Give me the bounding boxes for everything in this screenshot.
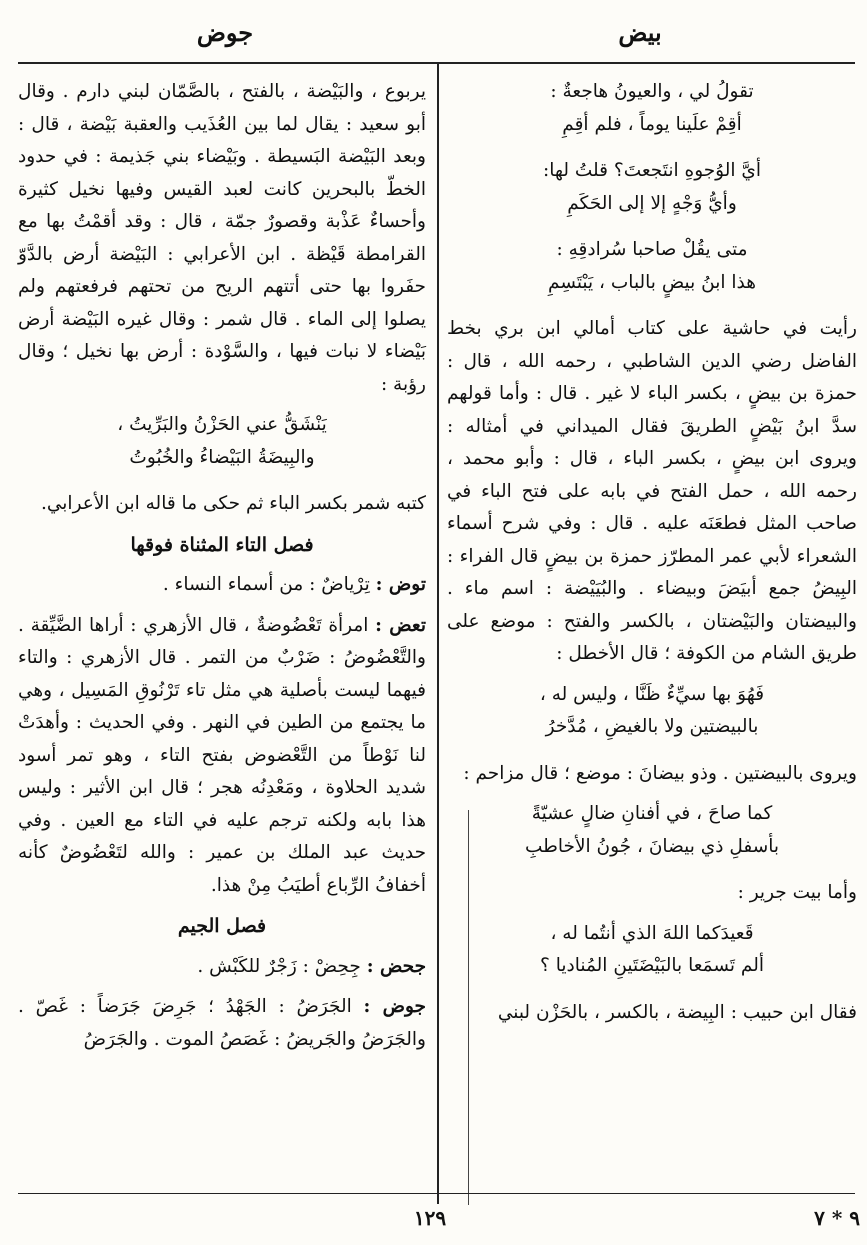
paragraph: كتبه شمر بكسر الباء ثم حكى ما قاله ابن الأعرابي. [40,493,426,514]
verse-block [447,679,857,744]
paragraph: يربوع ، والبَيْضة ، بالفتح ، بالصَّمّان لبني دارم . وقال أبو سعيد : يقال لما بين العُذَيب والعقبة بَيْضة ، قال : وبعد البَيْضة البَسيطة . وبَيْضاء بني جَذيمة : في حدود الخطّ بالبحرين كانت لعبد القيس وفيها نخيل كثيرة وأحساءٌ عَذْبة وقصورٌ جمّة ، قال : وقد أقمْتُ بها مع القرامطة قَيْظة . ابن الأعرابي : البَيْضة أرض بالدَّوّ حفَروا بها حتى أتتهم الريح من تحتهم فرفعتهم ولم يصلوا إلى الماء . قال شمر : وقال غيره البَيْضة أرض بَيْضاء لا نبات فيها ، والسَّوْدة : أرض بها نخيل ؛ وقال رؤبة : [18,81,426,395]
running-header-right: بيض [618,18,662,47]
entry-text: امرأة تَعْضُوضةٌ ، قال الأزهري : أراها الضَّيِّقة . والتَّعْضُوضُ : ضَرْبٌ من التمر . قال الأزهري : والتاء فيهما ليست بأصلية هي مثل تاء تَرْنُوقِ المَسِيل ، وهي ما يجتمع من الطين في النهر . وفي الحديث : وأهدَتْ لنا نَوْطاً من التَّعْضوض بفتح التاء ، وهو تمر أسود شديد الحلاوة ، ومَعْدِنُه هجر ؛ قال ابن الأثير : وليس هذا بابه ولكنه ترجم عليه في التاء مع العين . وفي حديث عبد الملك بن عمير : والله لتَعْضُوضٌ كأنه أخفافُ الرِّباع أطيَبُ مِنْ هذا. [18,614,426,896]
dictionary-entry [18,569,426,602]
entry-headword: توض : [375,574,426,595]
entry-text: جِحِضْ : زَجْرٌ للكَبْش . [197,955,361,977]
entry-headword: جحض : [366,955,426,977]
paragraph: فقال ابن حبيب : البِيضة ، بالكسر ، بالحَزْن لبني [497,1001,857,1023]
verse-line: والبِيضَةُ البَيْضاءُ والخُبُوتُ [129,446,315,468]
verse-block [447,76,857,141]
bottom-rule [18,1193,855,1194]
dictionary-entry [18,991,426,1056]
paragraph: ويروى بالبيضتين . وذو بيضانَ : موضع ؛ قال مزاحم : [463,762,857,784]
column-separator [437,64,439,1204]
entry-text: الجَرَضُ : الجَهْدُ ؛ جَرِضَ جَرَضاً : غَصّ . والجَرَضُ والجَريضُ : غَصَصُ الموت . والجَرَضُ [18,996,426,1050]
verse-block [447,798,857,863]
verse-block [447,918,857,983]
verse-line: تقولُ لي ، والعيونُ هاجعةٌ : [550,81,754,102]
verse-line: أيَّ الوُجوهِ انتَجعتَ؟ قلتُ لها: [542,160,762,181]
signature-mark: ٩ * ٧ [814,1206,860,1230]
verse-line: يَنْشَقُّ عني الحَزْنُ والبَرِّيتُ ، [117,414,327,435]
right-column [447,76,857,1037]
verse-line: ألم تَسمَعا بالبَيْضَتَينِ المُناديا ؟ [540,955,764,976]
verse-line: فَهُوَ بها سيِّءٌ ظَنَّا ، وليس له ، [539,683,765,705]
entry-headword: جوض : [363,996,426,1017]
verse-line: بأسفلِ ذي بيضانَ ، جُونُ الأخاطبِ [525,835,779,857]
entry-text: تِرْياضٌ : من أسماء النساء . [162,574,370,595]
running-header-left: جوض [196,18,254,47]
verse-block [447,155,857,220]
verse-line: هذا ابنُ بيضٍ بالباب ، يَبْتَسِمِ [548,271,756,293]
verse-block [18,409,426,474]
left-column [18,76,426,1064]
verse-line: قَعيدَكما اللهَ الذي أنتُما له ، [550,922,754,944]
paragraph: رأيت في حاشية على كتاب أمالي ابن بري بخط الفاضل رضي الدين الشاطبي ، رحمه الله ، قال : حمزة بن بيضٍ ، بكسر الباء لا غير . قال : وأما قولهم سدَّ ابنُ بَيْضٍ الطريقَ فقال الميداني في أمثاله : ويروى ابن بيضٍ ، بكسر الباء ، قال : وأبو محمد ، رحمه الله ، حمل الفتح في بابه على فتح الباء في صاحب المثل فطعَنَه عليه . قال : وفي شرح أسماء الشعراء لأبي عمر المطرّز حمزة بن بيضٍ قال الفراء : البِيضُ جمع أبيَضَ وبيضاء . والبُيَيْضة : اسم ماء . والبيضتان والبَيْضتان ، بالكسر والفتح : موضع على طريق الشام من الكوفة ؛ قال الأخطل : [447,318,857,664]
verse-line: متى يقُلْ صاحبا سُرادقِهِ : [556,239,748,260]
verse-line: أقِمْ علَينا يوماً ، فلم أقِمِ [562,113,742,135]
entry-headword: تعض : [375,614,426,636]
verse-line: كما صاحَ ، في أفنانِ ضالٍ عشيّةً [531,803,773,824]
verse-line: بالبيضتين ولا بالغيضِ ، مُدَّخرُ [545,716,759,737]
section-heading: فصل التاء المثناة فوقها [130,533,314,556]
section-heading: فصل الجيم [177,915,267,937]
dictionary-entry [18,610,426,903]
dictionary-entry [18,951,426,984]
verse-line: وأيُّ وَجْهٍ إلا إلى الحَكَمِ [567,192,737,214]
page-number: ١٢٩ [413,1206,447,1230]
verse-block [447,234,857,299]
paragraph: وأما بيت جرير : [737,882,857,903]
